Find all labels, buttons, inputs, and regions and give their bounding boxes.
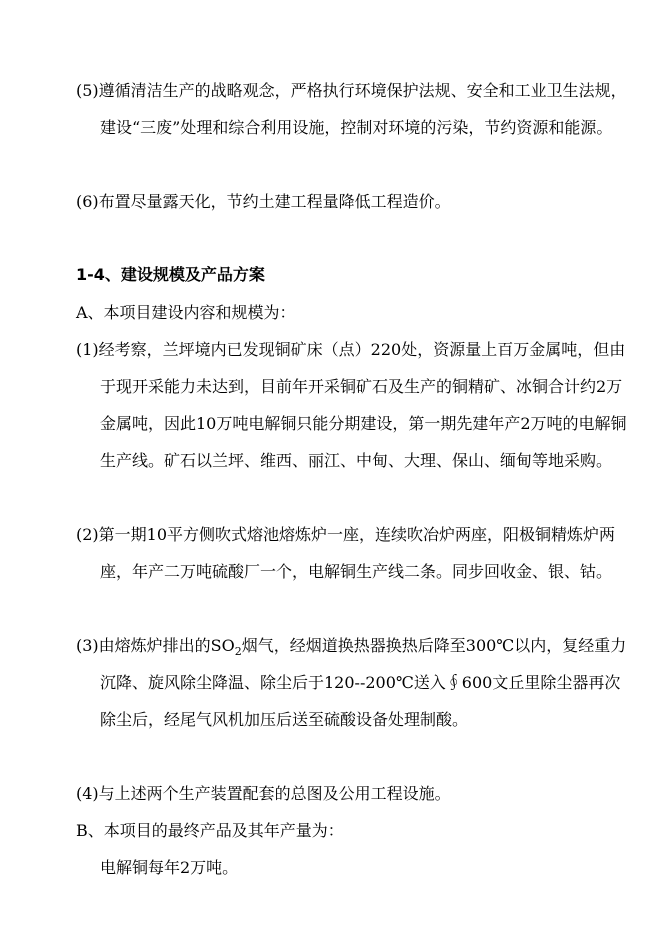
list-item-a2: [76, 516, 632, 590]
list-item-6: [76, 183, 632, 220]
item-text: 布置尽量露天化，节约土建工程量降低工程造价。: [98, 192, 451, 211]
item-label: (6): [76, 192, 99, 211]
list-item-a3: [76, 627, 632, 738]
part-a-title: A、本项目建设内容和规模为：: [76, 303, 296, 322]
section-heading: 1-4、建设规模及产品方案: [76, 265, 265, 284]
item-label: (3): [76, 636, 99, 655]
part-b-title: B、本项目的最终产品及其年产量为：: [76, 821, 344, 840]
list-item-a4: [76, 775, 632, 812]
item-text: 经考察，兰坪境内已发现铜矿床（点）220处，资源量上百万金属吨，但由于现开采能力未达到，目前年开采铜矿石及生产的铜精矿、冰铜合计约2万金属吨，因此10万吨电解铜只能分期建设，第一期先建年产2万吨的电解铜生产线。矿石以兰坪、维西、丽江、中甸、大理、保山、缅甸等地采购。: [98, 340, 627, 470]
item-label: (1): [76, 340, 99, 359]
list-item-a1: [76, 331, 632, 479]
item-text-after: 烟气，经烟道换热器换热后降至300℃以内，复经重力沉降、旋风除尘降温、除尘后于120--200℃送入∮600文丘里除尘器再次除尘后，经尾气风机加压后送至硫酸设备处理制酸。: [100, 636, 627, 729]
item-text: 第一期10平方侧吹式熔池熔炼炉一座，连续吹冶炉两座，阳极铜精炼炉两座，年产二万吨硫酸厂一个，电解铜生产线二条。同步回收金、银、钴。: [98, 525, 616, 581]
item-label: (2): [76, 525, 99, 544]
item-label: (4): [76, 784, 99, 803]
item-label: (5): [76, 81, 99, 100]
part-b-product: 电解铜每年2万吨。: [100, 858, 239, 877]
item-text: 遵循清洁生产的战略观念，严格执行环境保护法规、安全和工业卫生法规，建设“三废”处理和综合利用设施，控制对环境的污染，节约资源和能源。: [98, 81, 627, 137]
item-text: 与上述两个生产装置配套的总图及公用工程设施。: [98, 784, 451, 803]
item-text-before: 由熔炼炉排出的SO: [98, 636, 235, 655]
list-item-5: [76, 72, 632, 146]
subscript: 2: [234, 645, 242, 659]
